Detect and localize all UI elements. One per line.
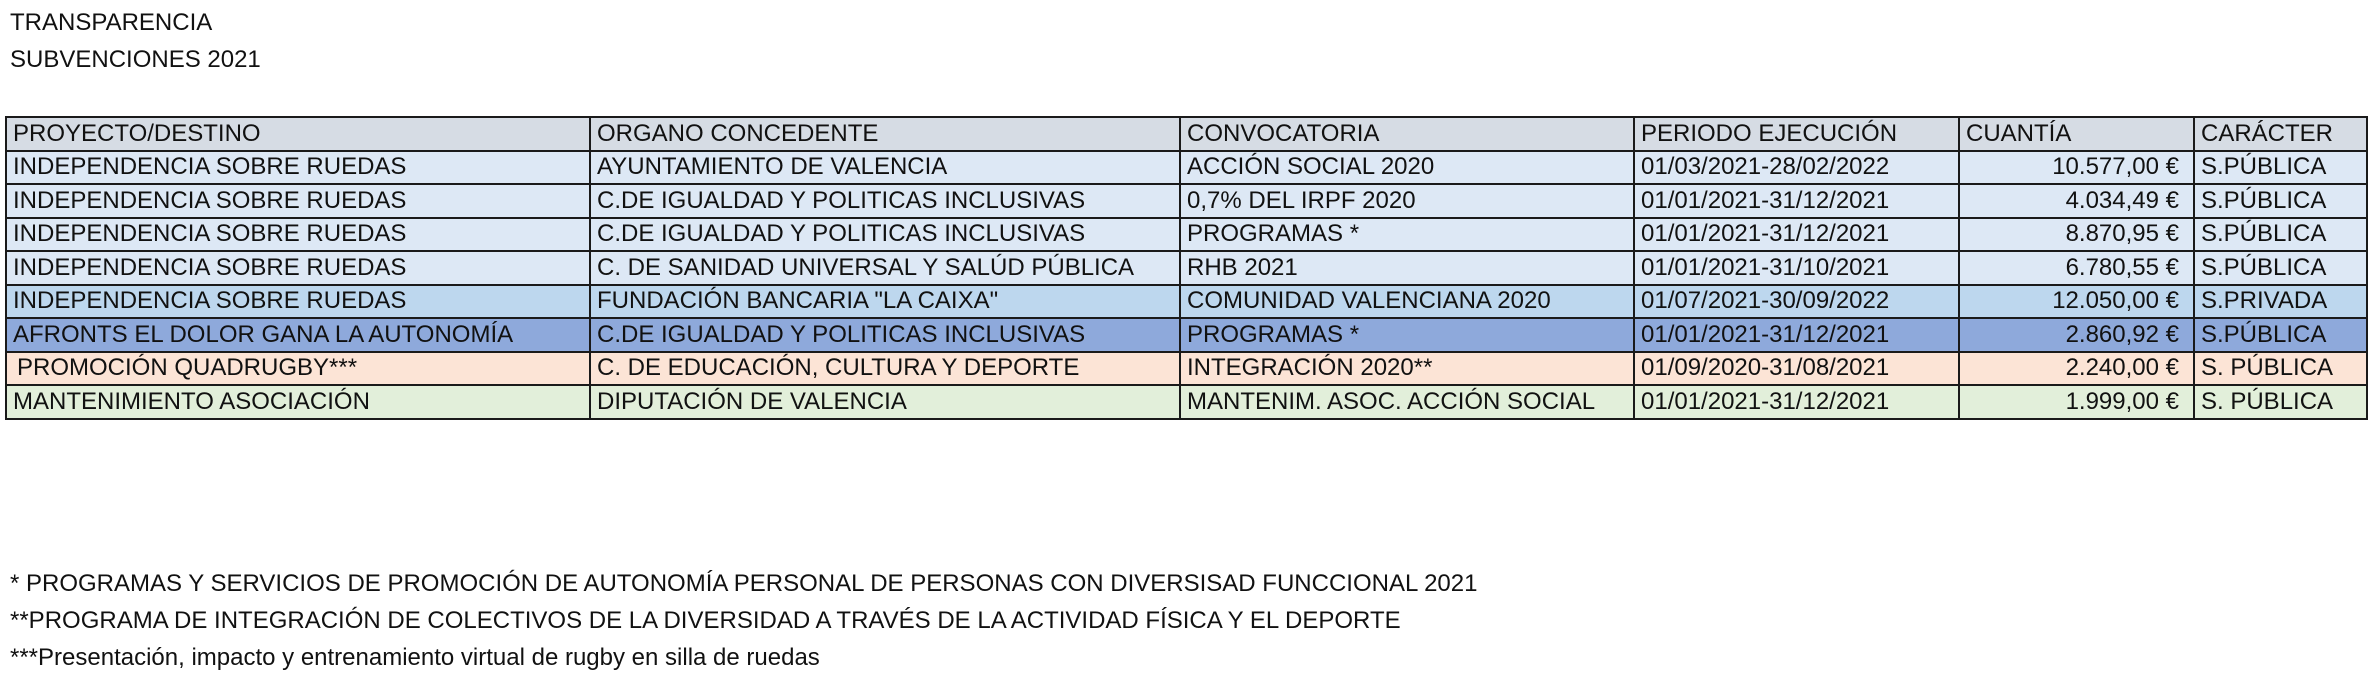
column-header-convocatoria: CONVOCATORIA bbox=[1180, 117, 1634, 151]
column-header-proyecto: PROYECTO/DESTINO bbox=[6, 117, 590, 151]
cell-caracter: S.PÚBLICA bbox=[2194, 318, 2367, 352]
cell-organo: C.DE IGUALDAD Y POLITICAS INCLUSIVAS bbox=[590, 184, 1180, 218]
column-header-cuantia: CUANTÍA bbox=[1959, 117, 2194, 151]
table-row bbox=[6, 385, 2367, 419]
column-header-organo: ORGANO CONCEDENTE bbox=[590, 117, 1180, 151]
cell-convocatoria: PROGRAMAS * bbox=[1180, 218, 1634, 252]
cell-caracter: S.PÚBLICA bbox=[2194, 184, 2367, 218]
cell-proyecto: INDEPENDENCIA SOBRE RUEDAS bbox=[6, 251, 590, 285]
cell-proyecto: MANTENIMIENTO ASOCIACIÓN bbox=[6, 385, 590, 419]
cell-periodo: 01/07/2021-30/09/2022 bbox=[1634, 285, 1959, 319]
cell-periodo: 01/01/2021-31/10/2021 bbox=[1634, 251, 1959, 285]
cell-caracter: S.PÚBLICA bbox=[2194, 218, 2367, 252]
cell-caracter: S.PÚBLICA bbox=[2194, 151, 2367, 185]
cell-periodo: 01/01/2021-31/12/2021 bbox=[1634, 385, 1959, 419]
document-subtitle: SUBVENCIONES 2021 bbox=[10, 46, 261, 73]
cell-caracter: S.PÚBLICA bbox=[2194, 251, 2367, 285]
cell-periodo: 01/01/2021-31/12/2021 bbox=[1634, 218, 1959, 252]
cell-proyecto: INDEPENDENCIA SOBRE RUEDAS bbox=[6, 184, 590, 218]
cell-proyecto: AFRONTS EL DOLOR GANA LA AUTONOMÍA bbox=[6, 318, 590, 352]
cell-cuantia: 2.240,00 € bbox=[1959, 352, 2194, 386]
cell-proyecto: PROMOCIÓN QUADRUGBY*** bbox=[6, 352, 590, 386]
document-title: TRANSPARENCIA bbox=[10, 9, 213, 36]
cell-periodo: 01/09/2020-31/08/2021 bbox=[1634, 352, 1959, 386]
cell-convocatoria: ACCIÓN SOCIAL 2020 bbox=[1180, 151, 1634, 185]
cell-periodo: 01/03/2021-28/02/2022 bbox=[1634, 151, 1959, 185]
table-row bbox=[6, 352, 2367, 386]
cell-organo: C. DE EDUCACIÓN, CULTURA Y DEPORTE bbox=[590, 352, 1180, 386]
cell-caracter: S.PRIVADA bbox=[2194, 285, 2367, 319]
cell-cuantia: 1.999,00 € bbox=[1959, 385, 2194, 419]
cell-cuantia: 6.780,55 € bbox=[1959, 251, 2194, 285]
cell-cuantia: 10.577,00 € bbox=[1959, 151, 2194, 185]
table-row bbox=[6, 285, 2367, 319]
table-header-row bbox=[6, 117, 2367, 151]
cell-convocatoria: PROGRAMAS * bbox=[1180, 318, 1634, 352]
cell-organo: C. DE SANIDAD UNIVERSAL Y SALÚD PÚBLICA bbox=[590, 251, 1180, 285]
cell-organo: DIPUTACIÓN DE VALENCIA bbox=[590, 385, 1180, 419]
cell-convocatoria: MANTENIM. ASOC. ACCIÓN SOCIAL bbox=[1180, 385, 1634, 419]
cell-convocatoria: RHB 2021 bbox=[1180, 251, 1634, 285]
cell-convocatoria: COMUNIDAD VALENCIANA 2020 bbox=[1180, 285, 1634, 319]
table-row bbox=[6, 318, 2367, 352]
grants-table bbox=[5, 116, 2368, 420]
footnote-programas: * PROGRAMAS Y SERVICIOS DE PROMOCIÓN DE AUTONOMÍA PERSONAL DE PERSONAS CON DIVERSISAD FUNCCIONAL 2021 bbox=[10, 570, 1478, 597]
footnote-quadrugby: ***Presentación, impacto y entrenamiento virtual de rugby en silla de ruedas bbox=[10, 644, 820, 671]
table-row bbox=[6, 151, 2367, 185]
column-header-caracter: CARÁCTER bbox=[2194, 117, 2367, 151]
cell-cuantia: 12.050,00 € bbox=[1959, 285, 2194, 319]
cell-convocatoria: 0,7% DEL IRPF 2020 bbox=[1180, 184, 1634, 218]
cell-organo: AYUNTAMIENTO DE VALENCIA bbox=[590, 151, 1180, 185]
cell-convocatoria: INTEGRACIÓN 2020** bbox=[1180, 352, 1634, 386]
cell-proyecto: INDEPENDENCIA SOBRE RUEDAS bbox=[6, 151, 590, 185]
cell-caracter: S. PÚBLICA bbox=[2194, 385, 2367, 419]
cell-organo: C.DE IGUALDAD Y POLITICAS INCLUSIVAS bbox=[590, 318, 1180, 352]
cell-cuantia: 8.870,95 € bbox=[1959, 218, 2194, 252]
cell-organo: FUNDACIÓN BANCARIA "LA CAIXA" bbox=[590, 285, 1180, 319]
table-row bbox=[6, 218, 2367, 252]
footnote-integracion: **PROGRAMA DE INTEGRACIÓN DE COLECTIVOS DE LA DIVERSIDAD A TRAVÉS DE LA ACTIVIDAD FÍSICA Y EL DEPORTE bbox=[10, 607, 1401, 634]
cell-periodo: 01/01/2021-31/12/2021 bbox=[1634, 318, 1959, 352]
cell-periodo: 01/01/2021-31/12/2021 bbox=[1634, 184, 1959, 218]
cell-proyecto: INDEPENDENCIA SOBRE RUEDAS bbox=[6, 218, 590, 252]
table-row bbox=[6, 184, 2367, 218]
cell-cuantia: 2.860,92 € bbox=[1959, 318, 2194, 352]
table-row bbox=[6, 251, 2367, 285]
cell-cuantia: 4.034,49 € bbox=[1959, 184, 2194, 218]
column-header-periodo: PERIODO EJECUCIÓN bbox=[1634, 117, 1959, 151]
cell-caracter: S. PÚBLICA bbox=[2194, 352, 2367, 386]
cell-proyecto: INDEPENDENCIA SOBRE RUEDAS bbox=[6, 285, 590, 319]
cell-organo: C.DE IGUALDAD Y POLITICAS INCLUSIVAS bbox=[590, 218, 1180, 252]
